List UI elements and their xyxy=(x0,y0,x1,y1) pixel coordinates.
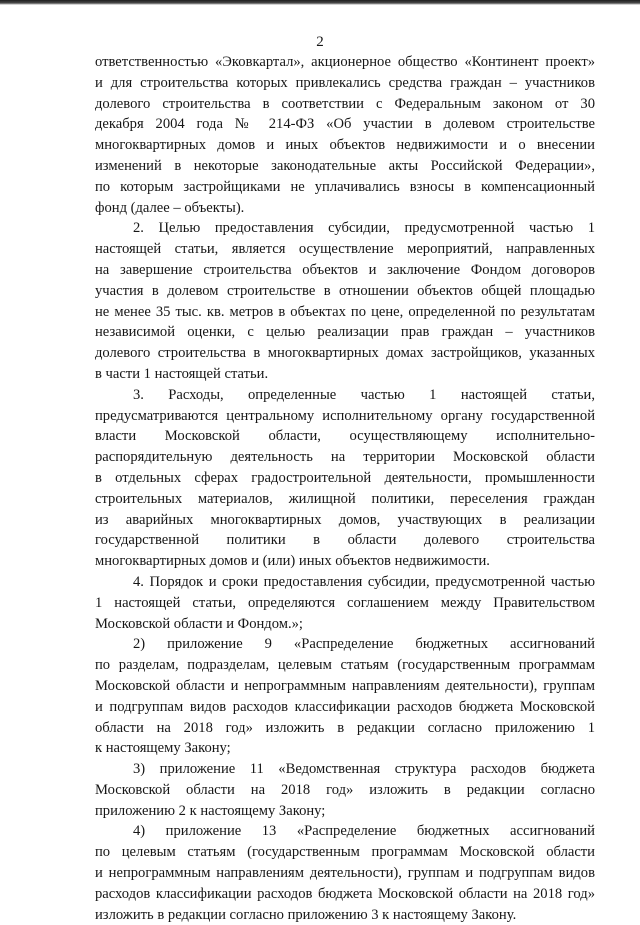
text-line: по разделам, подразделам, целевым статьям (государственным программам xyxy=(95,657,595,674)
text-line: и подгруппам видов расходов классификации расходов бюджета Московской xyxy=(95,698,595,715)
text-line: долевого строительства в соответствии с Федеральным законом от 30 xyxy=(95,95,595,112)
text-line: 2) приложение 9 «Распределение бюджетных ассигнований xyxy=(133,636,595,653)
text-line: многоквартирных домов и (или) иных объектов недвижимости. xyxy=(95,553,490,570)
text-line: не менее 35 тыс. кв. метров в объектах по цене, определенной по результатам xyxy=(95,303,595,320)
text-line: расходов классификации расходов бюджета Московской области на 2018 год» xyxy=(95,885,595,902)
text-line: приложению 2 к настоящему Закону; xyxy=(95,802,326,819)
text-line: на завершение строительства объектов и заключение Фондом договоров xyxy=(95,261,595,278)
text-line: распорядительную деятельность на территории Московской области xyxy=(95,449,595,466)
text-line: долевого строительства в многоквартирных домах застройщиков, указанных xyxy=(95,345,595,362)
text-line: участия в долевом строительстве в отношении объектов общей площадью xyxy=(95,282,595,299)
text-line: по которым застройщиками не уплачивались взносы в компенсационный xyxy=(95,178,595,195)
text-line: фонд (далее – объекты). xyxy=(95,199,245,216)
text-line: Московской области и Фондом.»; xyxy=(95,615,303,632)
text-line: настоящей статьи, является осуществление мероприятий, направленных xyxy=(95,241,595,258)
text-line: изложить в редакции согласно приложению 3 к настоящему Закону. xyxy=(95,906,517,923)
text-line: в части 1 настоящей статьи. xyxy=(95,365,269,382)
text-line: 3. Расходы, определенные частью 1 настоящей статьи, xyxy=(133,386,595,403)
scan-edge xyxy=(0,0,640,5)
text-line: и непрограммным направлениям деятельности), группам и подгруппам видов xyxy=(95,865,595,882)
text-line: изменений в некоторые законодательные акты Российской Федерации», xyxy=(95,157,595,174)
text-line: 3) приложение 11 «Ведомственная структура расходов бюджета xyxy=(133,761,595,778)
text-line: к настоящему Закону; xyxy=(95,740,231,757)
text-line: 1 настоящей статьи, определяются соглашением между Правительством xyxy=(95,594,595,611)
text-line: в отдельных сферах градостроительной деятельности, промышленности xyxy=(95,469,595,486)
text-line: Московской области на 2018 год» изложить в редакции согласно xyxy=(95,781,595,798)
text-line: области на 2018 год» изложить в редакции согласно приложению 1 xyxy=(95,719,595,736)
text-line: 4) приложение 13 «Распределение бюджетных ассигнований xyxy=(133,823,595,840)
text-line: Московской области и непрограммным направлениям деятельности), группам xyxy=(95,677,595,694)
text-line: предусматриваются центральному исполнительному органу государственной xyxy=(95,407,595,424)
text-line: декабря 2004 года № 214-ФЗ «Об участии в долевом строительстве xyxy=(95,116,595,133)
text-line: и для строительства которых привлекались средства граждан – участников xyxy=(95,74,595,91)
text-line: 2. Целью предоставления субсидии, предусмотренной частью 1 xyxy=(133,220,595,237)
text-line: власти Московской области, осуществляющему исполнительно- xyxy=(95,428,595,445)
text-line: государственной политики в области долевого строительства xyxy=(95,532,595,549)
text-line: ответственностью «Эковкартал», акционерное общество «Континент проект» xyxy=(95,54,595,70)
text-line: многоквартирных домов и иных объектов недвижимости и о внесении xyxy=(95,137,595,154)
text-line: по целевым статьям (государственным программам Московской области xyxy=(95,844,595,861)
text-line: 4. Порядок и сроки предоставления субсидии, предусмотренной частью xyxy=(133,573,595,590)
page-number: 2 xyxy=(316,34,324,50)
text-line: независимой оценки, с целью реализации прав граждан – участников xyxy=(95,324,595,341)
text-line: из аварийных многоквартирных домов, участвующих в реализации xyxy=(95,511,595,528)
document-body xyxy=(95,52,595,925)
text-line: строительных материалов, жилищной политики, переселения граждан xyxy=(95,490,595,507)
